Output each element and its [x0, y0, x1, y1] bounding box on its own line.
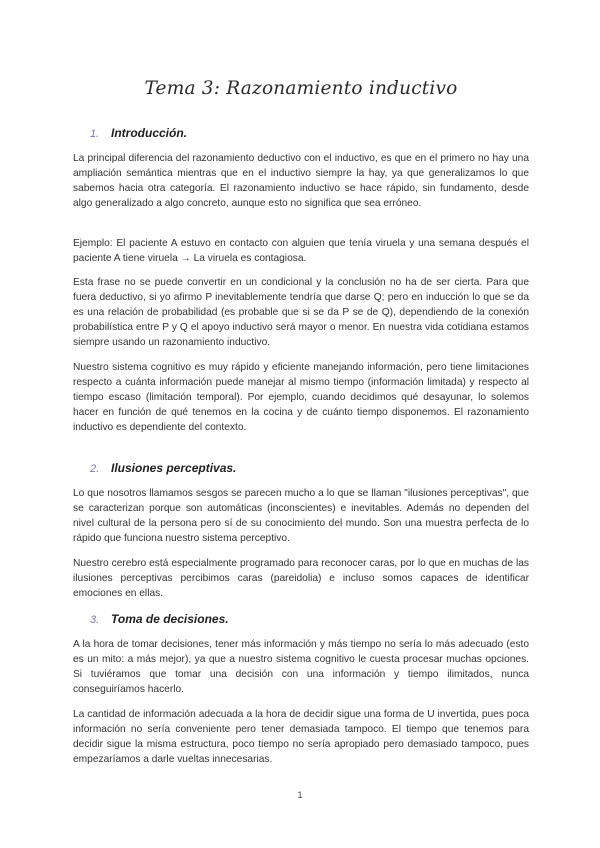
section-heading-text: Introducción.	[111, 126, 187, 140]
paragraph: A la hora de tomar decisiones, tener más información y más tiempo no sería lo más adecuado (esto es un mito: a más mejor), ya que a nuestro sistema cognitivo le cuesta procesar muchas opciones. Si tuviéramos que tomar una decisión con una información y tiempo ilimitados, nunca conseguiríamos hacerlo.	[73, 639, 529, 695]
paragraph: Nuestro cerebro está especialmente programado para reconocer caras, por lo que en muchas de las ilusiones perceptivas percibimos caras (pareidolia) e incluso somos capaces de identificar emociones en ellas.	[73, 558, 529, 599]
section-heading-toma-decisiones	[90, 612, 229, 626]
section-number: 2.	[90, 463, 100, 475]
paragraph: Esta frase no se puede convertir en un condicional y la conclusión no ha de ser cierta. Para que fuera deductivo, si yo afirmo P inevitablemente tendría que darse Q; pero en inducción lo que se da es una relación de probabilidad (es probable que si se da P se de Q), dependiendo de la conexión probabilística entre P y Q el apoyo inductivo será mayor o menor. En nuestra vida cotidiana estamos siempre usando un razonamiento inductivo.	[73, 277, 529, 348]
section-number: 3.	[90, 614, 100, 626]
paragraph: La cantidad de información adecuada a la hora de decidir sigue una forma de U invertida, pues poca información no sería conveniente pero tener demasiada tampoco. El tiempo que tenemos para decidir sigue la misma estructura, poco tiempo no sería apropiado pero demasiado tampoco, pues empezaríamos a darle vueltas innecesarias.	[73, 709, 529, 765]
paragraph: Nuestro sistema cognitivo es muy rápido y eficiente manejando información, pero tiene limitaciones respecto a cuánta información puede manejar al mismo tiempo (información limitada) y respecto al tiempo escaso (limitación temporal). Por ejemplo, cuando decidimos qué desayunar, lo solemos hacer en función de qué tenemos en la cocina y de cuánto tiempo disponemos. El razonamiento inductivo es dependiente del contexto.	[73, 362, 529, 433]
section-heading-text: Ilusiones perceptivas.	[111, 461, 237, 475]
paragraph: Ejemplo: El paciente A estuvo en contacto con alguien que tenía viruela y una semana después el paciente A tiene viruela → La viruela es contagiosa.	[73, 238, 529, 264]
section-heading-introduccion	[90, 126, 187, 140]
section-number: 1.	[90, 128, 100, 140]
paragraph: Lo que nosotros llamamos sesgos se parecen mucho a lo que se llaman "ilusiones perceptivas", que se caracterizan porque son automáticas (inconscientes) e inevitables. Además no dependen del nivel cultural de la persona pero sí de su conocimiento del mundo. Son una muestra perfecta de lo rápido que funciona nuestro sistema perceptivo.	[73, 488, 529, 544]
section-heading-text: Toma de decisiones.	[111, 612, 229, 626]
paragraph: La principal diferencia del razonamiento deductivo con el inductivo, es que en el primero no hay una ampliación semántica mientras que en el inductivo siempre la hay, ya que generalizamos lo que sabemos hacia otra categoría. El razonamiento inductivo se hace rápido, sin fundamento, desde algo generalizado a algo concreto, aunque esto no significa que sea erróneo.	[73, 153, 529, 209]
page-title: Tema 3: Razonamiento inductivo	[144, 78, 458, 99]
page-number: 1	[297, 790, 303, 800]
section-heading-ilusiones	[90, 461, 236, 475]
